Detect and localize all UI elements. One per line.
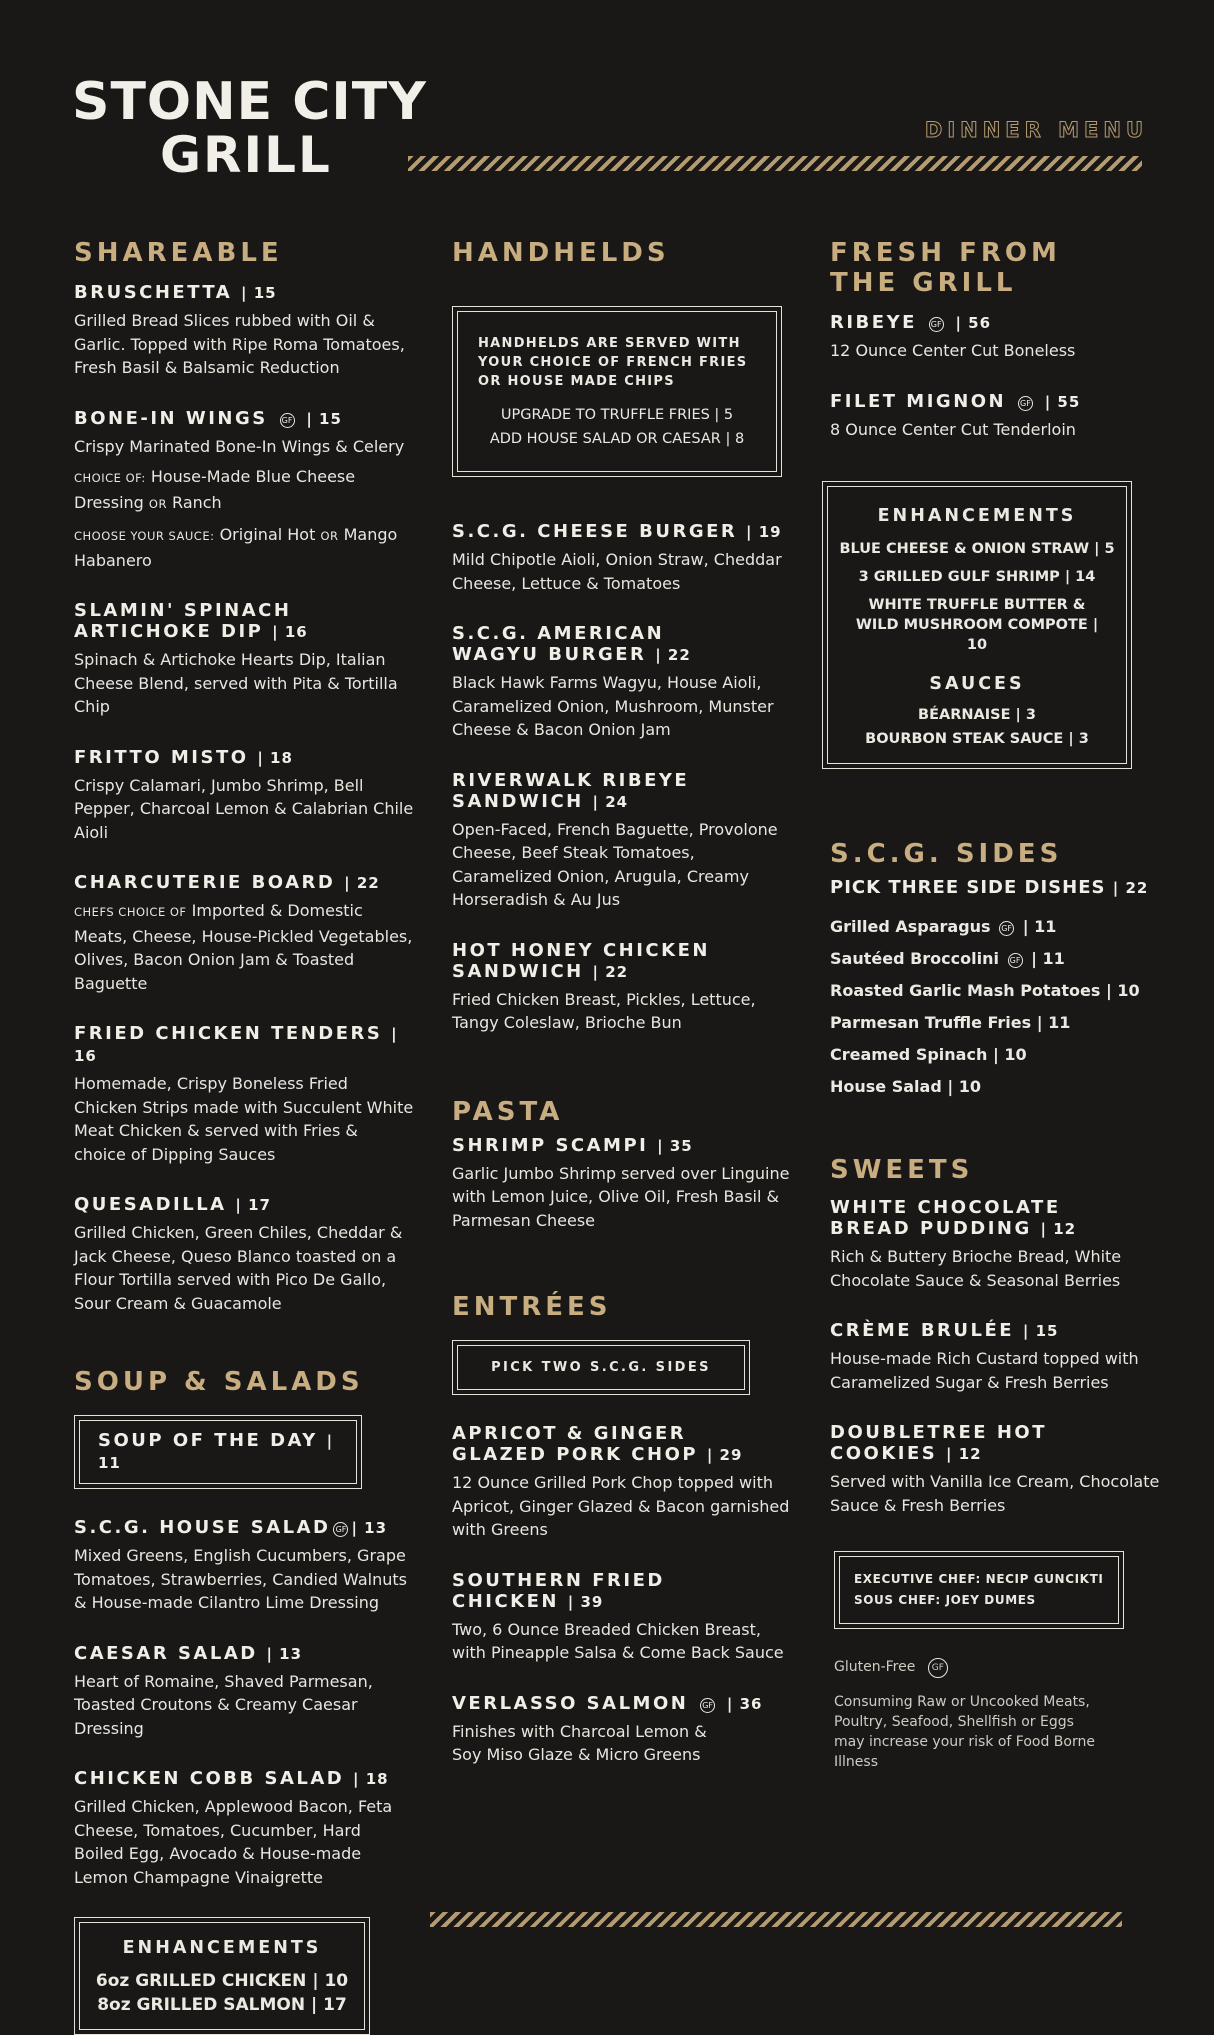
enhancement-row: 3 GRILLED GULF SHRIMP | 14	[858, 569, 1096, 585]
gluten-free-legend: Gluten-Free GF	[834, 1657, 1170, 1678]
item-description: House-made Rich Custard topped with Caramelized Sugar & Fresh Berries	[830, 1349, 1139, 1392]
menu-item-creme-brulee	[830, 1320, 1170, 1394]
gluten-free-icon: GF	[929, 317, 944, 332]
item-name: BRUSCHETTA	[74, 282, 233, 303]
item-description: Heart of Romaine, Shaved Parmesan, Toasted Croutons & Creamy Caesar Dressing	[74, 1671, 373, 1738]
menu-item-verlasso-salmon	[452, 1693, 792, 1767]
item-description: Grilled Bread Slices rubbed with Oil & Garlic. Topped with Ripe Roma Tomatoes, Fresh Basil & Balsamic Reduction	[74, 311, 405, 377]
side-item: Parmesan Truffle Fries | 11	[830, 1013, 1071, 1032]
menu-item-ribeye	[830, 312, 1170, 363]
item-price: | 13	[266, 1644, 303, 1663]
item-description: Finishes with Charcoal Lemon & Soy Miso Glaze & Micro Greens	[452, 1721, 707, 1764]
item-name: HOT HONEY CHICKEN SANDWICH	[452, 939, 710, 982]
enhancements-title: ENHANCEMENTS	[122, 1938, 322, 1958]
menu-item-fried-chicken	[452, 1570, 792, 1665]
item-price: | 35	[657, 1136, 693, 1155]
section-title-grill: FRESH FROM THE GRILL	[830, 238, 1061, 298]
item-name: CAESAR SALAD	[74, 1642, 258, 1664]
menu-item-bread-pudding	[830, 1197, 1170, 1292]
item-description: Two, 6 Ounce Breaded Chicken Breast, with Pineapple Salsa & Come Back Sauce	[452, 1619, 784, 1662]
item-name: CHARCUTERIE BOARD	[74, 872, 336, 893]
item-description: Homemade, Crispy Boneless Fried Chicken Strips made with Succulent White Meat Chicken & served with Fries & choice of Dipping Sauces	[74, 1074, 414, 1164]
item-description: Garlic Jumbo Shrimp served over Linguine with Lemon Juice, Olive Oil, Fresh Basil & Parmesan Cheese	[452, 1163, 790, 1230]
salad-enhancements-box	[74, 1917, 370, 2035]
enhancement-row: WHITE TRUFFLE BUTTER & WILD MUSHROOM COMPOTE | 10	[855, 597, 1099, 653]
enhancement-row: BLUE CHEESE & ONION STRAW | 5	[839, 541, 1115, 557]
menu-item-hot-honey-sandwich	[452, 940, 792, 1035]
item-price: | 16	[74, 1025, 398, 1065]
sauces-title: SAUCES	[929, 674, 1025, 694]
enhancements-title: ENHANCEMENTS	[877, 506, 1077, 526]
item-price: | 15	[241, 284, 277, 302]
item-price: | 18	[257, 748, 293, 767]
menu-item-shrimp-scampi	[452, 1135, 792, 1233]
sauce-row: BÉARNAISE | 3	[918, 707, 1036, 723]
menu-item-hot-cookies	[830, 1422, 1170, 1517]
side-item: Grilled Asparagus GF | 11	[830, 917, 1057, 936]
item-price: | 17	[235, 1196, 271, 1214]
item-name: FILET MIGNON	[830, 390, 1007, 412]
menu-item-wagyu-burger	[452, 623, 792, 742]
item-description: 8 Ounce Center Cut Tenderloin	[830, 419, 1076, 439]
item-price: | 11	[98, 1432, 334, 1472]
upgrade-truffle-fries: UPGRADE TO TRUFFLE FRIES | 5	[500, 407, 734, 423]
menu-item-house-salad	[74, 1517, 414, 1615]
pick-three-sides: PICK THREE SIDE DISHES | 22	[830, 877, 1149, 898]
item-price: | 24	[592, 792, 629, 811]
gluten-free-icon: GF	[928, 1658, 948, 1678]
item-price: | 15	[306, 409, 342, 428]
item-name: RIVERWALK RIBEYE SANDWICH	[452, 769, 690, 812]
soup-of-the-day-box	[74, 1415, 362, 1489]
header-stripe	[408, 156, 1142, 171]
menu-item-cheese-burger	[452, 521, 792, 595]
item-name: SOUTHERN FRIED CHICKEN	[452, 1569, 665, 1612]
item-description: Grilled Chicken, Applewood Bacon, Feta Cheese, Tomatoes, Cucumber, Hard Boiled Egg, Avocado & House-made Lemon Champagne Vinaigrette	[74, 1797, 393, 1887]
side-item: House Salad | 10	[830, 1077, 982, 1096]
item-price: | 13	[351, 1519, 388, 1537]
side-item: Creamed Spinach | 10	[830, 1045, 1027, 1064]
item-name: CHICKEN COBB SALAD	[74, 1768, 345, 1789]
section-title-entrees: ENTRÉES	[452, 1292, 612, 1322]
item-price: | 39	[567, 1592, 604, 1611]
gluten-free-icon: GF	[999, 921, 1014, 936]
item-price: | 22	[344, 874, 380, 892]
food-safety-warning: Consuming Raw or Uncooked Meats, Poultry, Seafood, Shellfish or Eggs may increase your risk of Food Borne Illness	[834, 1694, 1095, 1770]
enhancement-row: 8oz GRILLED SALMON | 17	[97, 1995, 347, 2015]
item-description: Rich & Buttery Brioche Bread, White Chocolate Sauce & Seasonal Berries	[830, 1247, 1122, 1290]
side-item: Sautéed Broccolini GF | 11	[830, 949, 1065, 968]
item-name: BONE-IN WINGS	[74, 407, 268, 429]
gluten-free-icon: GF	[280, 413, 295, 428]
chefs-box	[834, 1551, 1124, 1629]
item-description: Crispy Marinated Bone-In Wings & Celery	[74, 436, 405, 456]
item-description: Grilled Chicken, Green Chiles, Cheddar & Jack Cheese, Queso Blanco toasted on a Flour Tortilla served with Pico De Gallo, Sour Cream & Guacamole	[74, 1223, 403, 1313]
item-name: WHITE CHOCOLATE BREAD PUDDING	[830, 1197, 1061, 1239]
item-name: QUESADILLA	[74, 1194, 227, 1215]
item-description: Fried Chicken Breast, Pickles, Lettuce, Tangy Coleslaw, Brioche Bun	[452, 989, 756, 1032]
handhelds-note: HANDHELDS ARE SERVED WITH YOUR CHOICE OF FRENCH FRIES OR HOUSE MADE CHIPS	[478, 336, 748, 389]
item-name: SOUP OF THE DAY	[98, 1430, 318, 1451]
gluten-free-icon: GF	[1018, 396, 1033, 411]
item-description: Open-Faced, French Baguette, Provolone Cheese, Beef Steak Tomatoes, Caramelized Onion, Arugula, Creamy Horseradish & Au Jus	[452, 819, 778, 909]
item-description: Spinach & Artichoke Hearts Dip, Italian Cheese Blend, served with Pita & Tortilla Chip	[74, 650, 398, 716]
item-sauce-choice: CHOOSE YOUR SAUCE: Original Hot OR Mango Habanero	[74, 525, 398, 570]
menu-item-bruschetta	[74, 282, 414, 380]
sauce-row: BOURBON STEAK SAUCE | 3	[865, 731, 1089, 747]
gluten-free-icon: GF	[333, 1522, 348, 1537]
item-choice: CHOICE OF: House-Made Blue Cheese Dressing OR Ranch	[74, 467, 356, 512]
upgrade-house-salad: ADD HOUSE SALAD OR CAESAR | 8	[489, 431, 745, 447]
item-name: S.C.G. CHEESE BURGER	[452, 521, 738, 542]
item-name: VERLASSO SALMON	[452, 1692, 689, 1714]
pick-two-sides: PICK TWO S.C.G. SIDES	[491, 1360, 711, 1375]
side-item: Roasted Garlic Mash Potatoes | 10	[830, 981, 1140, 1000]
item-name: FRIED CHICKEN TENDERS	[74, 1023, 383, 1044]
item-price: | 55	[1044, 392, 1081, 411]
item-price: | 18	[353, 1770, 389, 1788]
restaurant-logo	[72, 70, 427, 184]
item-name: FRITTO MISTO	[74, 746, 249, 768]
menu-item-charcuterie	[74, 872, 414, 995]
item-price: | 29	[706, 1446, 743, 1464]
section-title-pasta: PASTA	[452, 1096, 564, 1127]
sous-chef: SOUS CHEF: JOEY DUMES	[854, 1593, 1036, 1607]
item-price: | 19	[746, 523, 782, 541]
footer-stripe	[430, 1912, 1122, 1927]
item-name: S.C.G. HOUSE SALAD	[74, 1517, 331, 1538]
gluten-free-icon: GF	[700, 1698, 715, 1713]
item-name: RIBEYE	[830, 312, 917, 333]
menu-item-fritto-misto	[74, 747, 414, 845]
menu-item-pork-chop	[452, 1423, 792, 1542]
item-price: | 12	[1040, 1220, 1077, 1238]
item-description: Mild Chipotle Aioli, Onion Straw, Cheddar Cheese, Lettuce & Tomatoes	[452, 550, 782, 593]
item-description: Mixed Greens, English Cucumbers, Grape Tomatoes, Strawberries, Candied Walnuts & House-made Cilantro Lime Dressing	[74, 1546, 407, 1612]
menu-item-caesar-salad	[74, 1643, 414, 1741]
item-description: 12 Ounce Grilled Pork Chop topped with Apricot, Ginger Glazed & Bacon garnished with Greens	[452, 1473, 790, 1539]
item-name: SHRIMP SCAMPI	[452, 1134, 649, 1156]
item-price: | 15	[1022, 1322, 1059, 1340]
pick-two-sides-box	[452, 1340, 750, 1395]
item-price: | 36	[726, 1694, 763, 1713]
menu-item-wings	[74, 408, 414, 573]
item-description: Black Hawk Farms Wagyu, House Aioli, Caramelized Onion, Mushroom, Munster Cheese & Bacon Onion Jam	[452, 673, 774, 739]
grill-enhancements-box	[822, 481, 1132, 769]
item-name: S.C.G. AMERICAN WAGYU BURGER	[452, 623, 665, 665]
executive-chef: EXECUTIVE CHEF: NECIP GUNCIKTI	[854, 1572, 1104, 1586]
item-description: CHEFS CHOICE OF Imported & Domestic Meats, Cheese, House-Pickled Vegetables, Olives, Bacon Onion Jam & Toasted Baguette	[74, 901, 413, 993]
column-right	[830, 238, 1170, 1772]
item-price: | 56	[955, 314, 992, 332]
column-left	[74, 238, 414, 2035]
handhelds-note-box	[452, 306, 782, 477]
section-title-sweets: SWEETS	[830, 1155, 974, 1185]
section-title-handhelds: HANDHELDS	[452, 238, 670, 268]
menu-item-chicken-tenders	[74, 1023, 414, 1166]
menu-item-quesadilla	[74, 1194, 414, 1315]
item-name: APRICOT & GINGER GLAZED PORK CHOP	[452, 1423, 699, 1465]
section-title-shareable: SHAREABLE	[74, 238, 283, 268]
item-description: 12 Ounce Center Cut Boneless	[830, 341, 1076, 360]
menu-item-filet-mignon	[830, 391, 1170, 442]
item-name: DOUBLETREE HOT COOKIES	[830, 1422, 1047, 1464]
item-name: CRÈME BRULÉE	[830, 1320, 1015, 1341]
item-description: Crispy Calamari, Jumbo Shrimp, Bell Pepper, Charcoal Lemon & Calabrian Chile Aioli	[74, 775, 414, 842]
gluten-free-icon: GF	[1008, 953, 1023, 968]
column-middle	[452, 238, 792, 1795]
item-price: | 12	[946, 1445, 982, 1463]
item-price: | 22	[592, 962, 629, 981]
section-title-sides: S.C.G. SIDES	[830, 839, 1063, 869]
section-title-soup-salads: SOUP & SALADS	[74, 1367, 364, 1397]
enhancement-row: 6oz GRILLED CHICKEN | 10	[95, 1971, 349, 1991]
item-price: | 22	[655, 646, 691, 664]
menu-item-cobb-salad	[74, 1768, 414, 1889]
menu-title: DINNER MENU	[924, 118, 1148, 142]
menu-item-ribeye-sandwich	[452, 770, 792, 912]
item-description: Served with Vanilla Ice Cream, Chocolate Sauce & Fresh Berries	[830, 1472, 1160, 1515]
item-name: SLAMIN' SPINACH ARTICHOKE DIP	[74, 600, 292, 642]
logo-line-1: STONE CITY	[72, 72, 427, 132]
sides-list	[830, 911, 1170, 1103]
logo-line-2: GRILL	[160, 126, 332, 184]
item-price: | 16	[272, 623, 308, 641]
menu-item-spinach-dip	[74, 600, 414, 719]
